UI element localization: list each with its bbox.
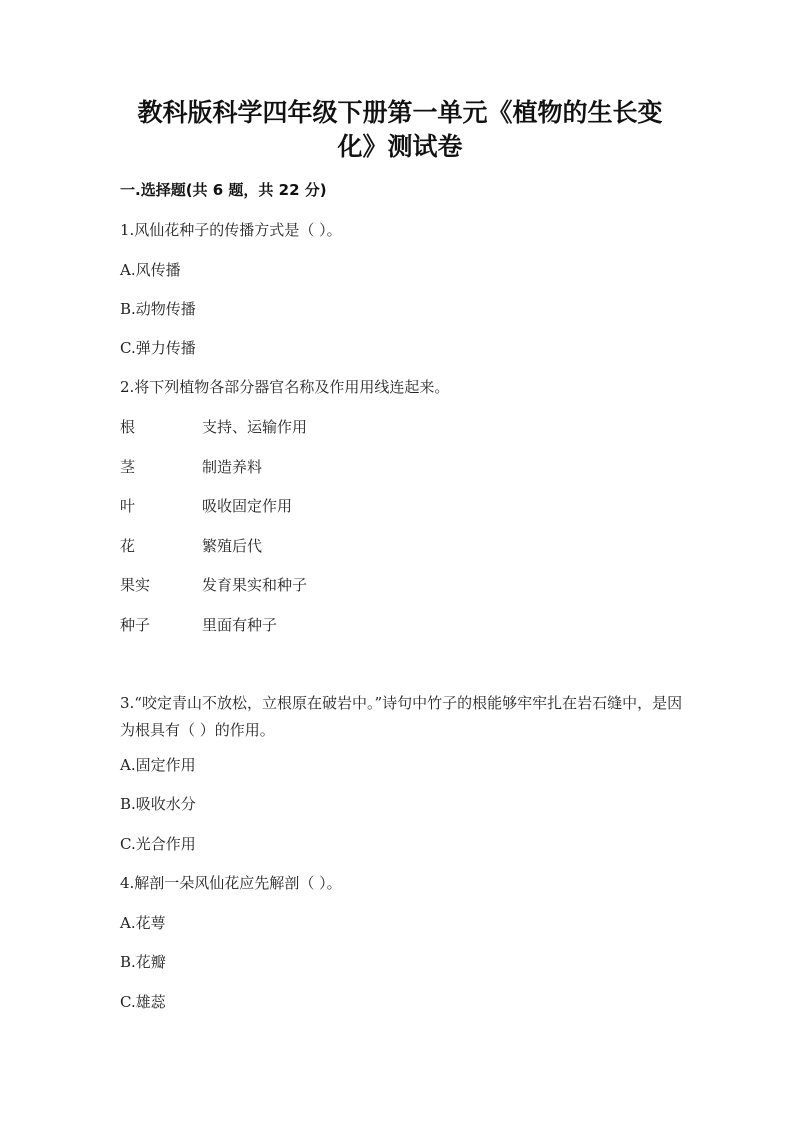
question-1-stem: 1.风仙花种子的传播方式是（ ）。 <box>120 221 342 239</box>
question-3-option-b: B.吸收水分 <box>120 795 196 813</box>
question-1-option-b: B.动物传播 <box>120 300 196 318</box>
match-left-item: 果实 <box>120 576 151 594</box>
match-right-item: 吸收固定作用 <box>202 497 293 515</box>
question-4-option-a: A.花萼 <box>120 914 166 932</box>
match-left-item: 根 <box>120 418 136 436</box>
match-right-item: 发育果实和种子 <box>202 576 308 594</box>
match-left-item: 茎 <box>120 458 136 476</box>
match-right-item: 支持、运输作用 <box>202 418 308 436</box>
question-1-option-a: A.风传播 <box>120 261 181 279</box>
question-3-option-c: C.光合作用 <box>120 835 196 853</box>
match-left-item: 花 <box>120 537 136 555</box>
match-right-item: 里面有种子 <box>202 616 278 634</box>
question-4-option-c: C.雄蕊 <box>120 993 166 1011</box>
question-3-stem: 3.“咬定青山不放松，立根原在破岩中。”诗句中竹子的根能够牢牢扎在岩石缝中，是因为根具有（ ）的作用。 <box>120 694 683 739</box>
question-3-option-a: A.固定作用 <box>120 756 196 774</box>
question-4-option-b: B.花瓣 <box>120 953 166 971</box>
section-heading: 一.选择题(共 6 题，共 22 分) <box>120 181 327 199</box>
match-right-item: 繁殖后代 <box>202 537 263 555</box>
question-1-option-c: C.弹力传播 <box>120 339 196 357</box>
match-left-item: 种子 <box>120 616 151 634</box>
exam-title-line-1: 教科版科学四年级下册第一单元《植物的生长变 <box>137 98 663 127</box>
match-left-item: 叶 <box>120 497 136 515</box>
exam-title-line-2: 化》测试卷 <box>337 132 463 161</box>
question-2-stem: 2.将下列植物各部分器官名称及作用用线连起来。 <box>120 378 450 396</box>
match-right-item: 制造养料 <box>202 458 263 476</box>
question-4-stem: 4.解剖一朵风仙花应先解剖（ ）。 <box>120 874 342 892</box>
